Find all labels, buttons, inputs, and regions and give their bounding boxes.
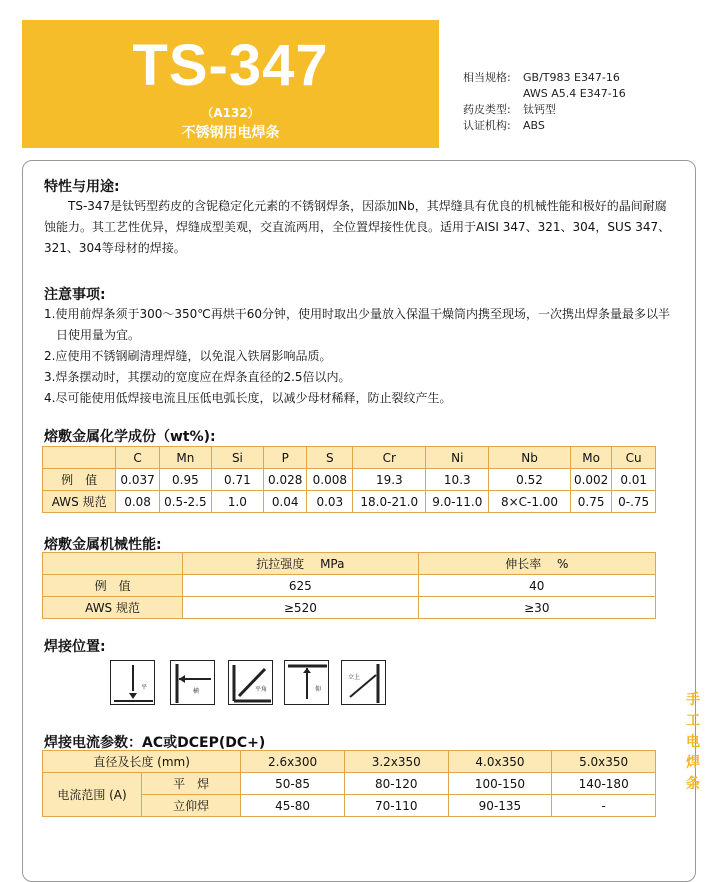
note-item: 1.使用前焊条须于300～350℃再烘干60分钟，使用时取出少量放入保温干燥筒内携至现场，一次携出焊条量最多以半日使用量为宜。	[44, 307, 671, 342]
table-cell: 70-110	[344, 795, 448, 817]
features-text	[44, 196, 674, 259]
table-row	[43, 491, 656, 513]
spec-key: 认证机构:	[463, 119, 511, 132]
spec-key: 相当规格:	[463, 71, 511, 84]
table-header-cell: 抗拉强度 MPa	[183, 553, 418, 575]
table-cell: 80-120	[344, 773, 448, 795]
table-header-cell: S	[307, 447, 353, 469]
table-cell: 0.03	[307, 491, 353, 513]
table-row	[43, 469, 656, 491]
flat-fillet-position-icon	[228, 660, 273, 705]
table-row	[43, 597, 656, 619]
title-banner	[22, 20, 439, 148]
current-heading: 焊接电流参数：AC或DCEP(DC+)	[44, 735, 266, 751]
mech-table	[42, 552, 656, 619]
chem-table	[42, 446, 656, 513]
table-cell: 9.0-11.0	[426, 491, 489, 513]
table-header-cell: Nb	[489, 447, 571, 469]
table-cell: 0.5-2.5	[159, 491, 211, 513]
table-header-cell: C	[116, 447, 160, 469]
table-cell: 8×C-1.00	[489, 491, 571, 513]
mech-heading: 熔敷金属机械性能:	[44, 537, 162, 553]
overhead-position-icon	[284, 660, 329, 705]
table-cell: 0.52	[489, 469, 571, 491]
positions-heading: 焊接位置:	[44, 639, 106, 655]
table-header-row	[43, 553, 656, 575]
table-header-cell: 伸长率 %	[418, 553, 655, 575]
table-header-cell: 直径及长度 (mm)	[43, 751, 241, 773]
position-label: 平	[141, 684, 148, 691]
table-cell: 10.3	[426, 469, 489, 491]
table-cell: AWS 规范	[43, 491, 116, 513]
position-label: 横	[193, 688, 200, 695]
table-cell: 0.002	[570, 469, 611, 491]
table-header-cell: Mn	[159, 447, 211, 469]
table-cell: ≥30	[418, 597, 655, 619]
table-header-row	[43, 447, 656, 469]
table-cell: AWS 规范	[43, 597, 183, 619]
table-cell: 平 焊	[142, 773, 241, 795]
table-header-cell: Si	[211, 447, 263, 469]
table-header-cell: Ni	[426, 447, 489, 469]
table-cell: -	[552, 795, 656, 817]
current-table	[42, 750, 656, 817]
table-cell: 40	[418, 575, 655, 597]
spec-value: ABS	[523, 119, 545, 132]
table-cell: 0.08	[116, 491, 160, 513]
table-cell: 1.0	[211, 491, 263, 513]
features-paragraph: TS-347是钛钙型药皮的含铌稳定化元素的不锈钢焊条，因添加Nb，其焊缝具有优良的机械性能和极好的晶间耐腐蚀能力。其工艺性优异，焊缝成型美观，交直流两用，全位置焊接性优良。适用于AISI 347、321、304，SUS 347、321、304等母材的焊接。	[44, 199, 671, 255]
table-cell: 140-180	[552, 773, 656, 795]
table-cell: 19.3	[353, 469, 426, 491]
table-cell: 0.028	[263, 469, 307, 491]
table-header-cell: 2.6x300	[241, 751, 345, 773]
table-cell: ≥520	[183, 597, 418, 619]
table-cell: 电流范围 (A)	[43, 773, 142, 817]
table-header-cell: P	[263, 447, 307, 469]
table-header-cell: 5.0x350	[552, 751, 656, 773]
grade-code: （A132）	[201, 106, 260, 120]
table-header-cell	[43, 553, 183, 575]
spec-key: 药皮类型:	[463, 103, 511, 116]
table-row	[43, 773, 656, 795]
notes-heading: 注意事项:	[44, 287, 106, 303]
table-cell: 立仰焊	[142, 795, 241, 817]
spec-value: 钛钙型	[523, 103, 556, 116]
spec-value: AWS A5.4 E347-16	[523, 87, 626, 100]
table-header-cell: Cr	[353, 447, 426, 469]
table-cell: 100-150	[448, 773, 552, 795]
vertical-up-position-icon	[341, 660, 386, 705]
table-cell: 0.01	[612, 469, 656, 491]
table-cell: 0.95	[159, 469, 211, 491]
note-item: 4.尽可能使用低焊接电流且压低电弧长度，以减少母材稀释，防止裂纹产生。	[44, 391, 452, 405]
table-cell: 625	[183, 575, 418, 597]
table-header-cell: 3.2x350	[344, 751, 448, 773]
features-heading: 特性与用途:	[44, 179, 120, 195]
table-cell: 0.71	[211, 469, 263, 491]
product-type: 不锈钢用电焊条	[181, 125, 280, 141]
table-header-cell: 4.0x350	[448, 751, 552, 773]
table-cell: 0.04	[263, 491, 307, 513]
note-item: 3.焊条摆动时，其摆动的宽度应在焊条直径的2.5倍以内。	[44, 370, 351, 384]
table-header-cell: Mo	[570, 447, 611, 469]
table-cell: 90-135	[448, 795, 552, 817]
position-label: 立上	[348, 674, 361, 681]
table-cell: 0.008	[307, 469, 353, 491]
spec-key	[463, 86, 523, 102]
table-header-cell: Cu	[612, 447, 656, 469]
table-cell: 18.0-21.0	[353, 491, 426, 513]
chem-heading: 熔敷金属化学成份（wt%):	[44, 429, 216, 445]
position-label: 仰	[315, 686, 322, 693]
notes-list	[44, 304, 674, 409]
side-vertical-text: 手工电焊条	[686, 692, 700, 792]
table-header-row	[43, 751, 656, 773]
table-cell: 50-85	[241, 773, 345, 795]
table-header-cell	[43, 447, 116, 469]
table-row	[43, 575, 656, 597]
flat-position-icon	[110, 660, 155, 705]
table-cell: 例 值	[43, 469, 116, 491]
table-cell: 例 值	[43, 575, 183, 597]
horizontal-position-icon	[170, 660, 215, 705]
table-cell: 45-80	[241, 795, 345, 817]
table-cell: 0-.75	[612, 491, 656, 513]
spec-block	[463, 70, 626, 134]
note-item: 2.应使用不锈钢刷清理焊缝，以免混入铁屑影响品质。	[44, 349, 332, 363]
table-cell: 0.75	[570, 491, 611, 513]
position-label: 平角	[255, 686, 268, 693]
table-cell: 0.037	[116, 469, 160, 491]
model-name: TS-347	[132, 33, 329, 98]
spec-value: GB/T983 E347-16	[523, 71, 620, 84]
